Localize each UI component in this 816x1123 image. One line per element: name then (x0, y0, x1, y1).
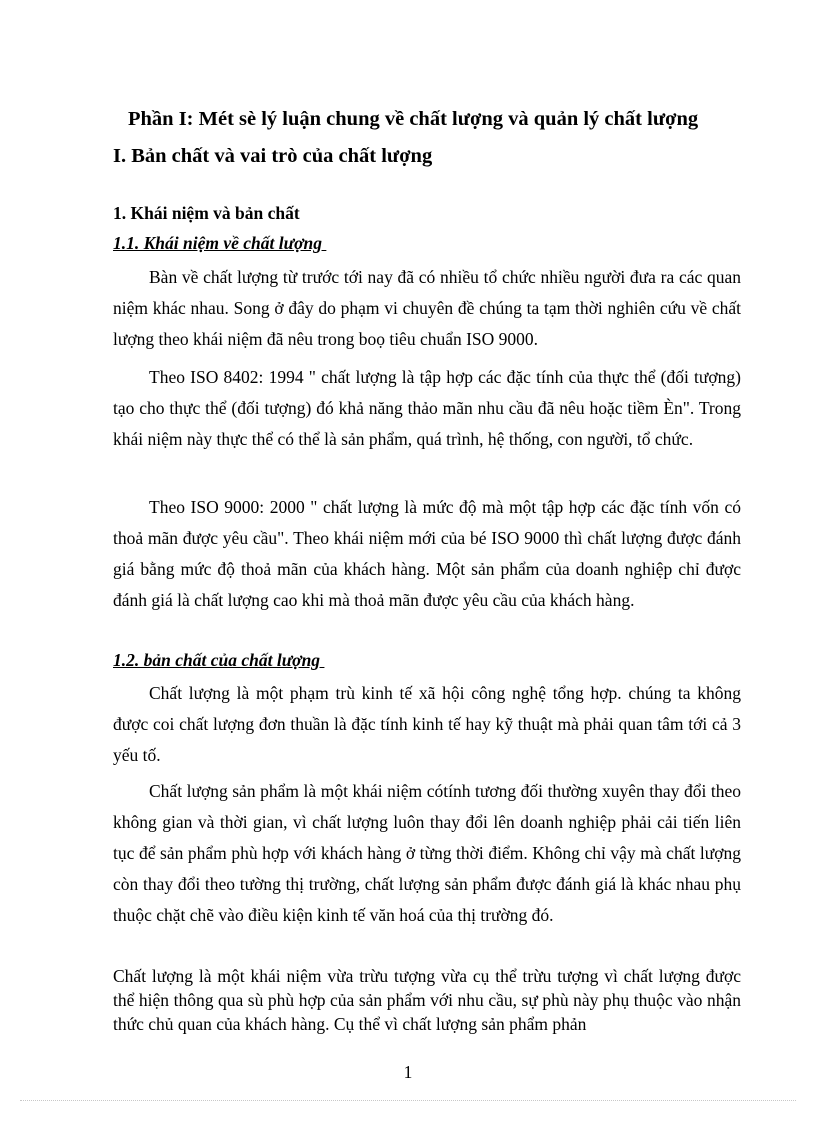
paragraph-1-1-2: Theo ISO 8402: 1994 " chất lượng là tập hợp các đặc tính của thực thể (đối tượng) tạo cho thực thể (đối tượng) đó khả năng thảo mãn nhu cầu đã nêu hoặc tiềm Èn". Trong khái niệm này thực thể có thể là sản phẩm, quá trình, hệ thống, con người, tổ chức. (113, 367, 741, 449)
part-title: Phần I: Mét sè lý luận chung về chất lượng và quản lý chất lượng (128, 108, 699, 130)
page-bottom-divider (20, 1100, 796, 1101)
subsection-1-1-title: 1.1. Khái niệm về chất lượng (113, 233, 327, 253)
subsection-1-title: 1. Khái niệm và bản chất (113, 203, 300, 223)
paragraph-1-2-2: Chất lượng sản phẩm là một khái niệm cótính tương đối thường xuyên thay đổi theo không gian và thời gian, vì chất lượng luôn thay đổi lên doanh nghiệp phải cải tiến liên tục để sản phẩm phù hợp với khách hàng ở từng thời điểm. Không chỉ vậy mà chất lượng còn thay đổi theo tường thị trường, chất lượng sản phẩm được đánh giá là khác nhau phụ thuộc chặt chẽ vào điều kiện kinh tế văn hoá của thị trường đó. (113, 781, 741, 925)
paragraph-1-1-3: Theo ISO 9000: 2000 " chất lượng là mức độ mà một tập hợp các đặc tính vốn có thoả mãn được yêu cầu". Theo khái niệm mới của bé ISO 9000 thì chất lượng được đánh giá bằng mức độ thoả mãn của khách hàng. Một sản phẩm của doanh nghiệp chỉ được đánh giá là chất lượng cao khi mà thoả mãn được yêu cầu của khách hàng. (113, 497, 741, 610)
section-title: I. Bản chất và vai trò của chất lượng (113, 145, 433, 167)
subsection-1-2-title: 1.2. bản chất của chất lượng (113, 650, 325, 670)
paragraph-1-2-3: Chất lượng là một khái niệm vừa trừu tượng vừa cụ thể trừu tượng vì chất lượng được thể hiện thông qua sù phù hợp của sản phẩm với nhu cầu, sự phù này phụ thuộc vào nhận thức chủ quan của khách hàng. Cụ thể vì chất lượng sản phẩm phản (113, 966, 741, 1034)
paragraph-1-1-1: Bàn về chất lượng từ trước tới nay đã có nhiều tổ chức nhiều người đưa ra các quan niệm khác nhau. Song ở đây do phạm vi chuyên đề chúng ta tạm thời nghiên cứu về chất lượng theo khái niệm đã nêu trong boọ tiêu chuẩn ISO 9000. (113, 267, 741, 349)
paragraph-1-2-1: Chất lượng là một phạm trù kinh tế xã hội công nghệ tổng hợp. chúng ta không được coi chất lượng đơn thuần là đặc tính kinh tế hay kỹ thuật mà phải quan tâm tới cả 3 yếu tố. (113, 683, 741, 765)
page-number: 1 (403, 1062, 413, 1082)
